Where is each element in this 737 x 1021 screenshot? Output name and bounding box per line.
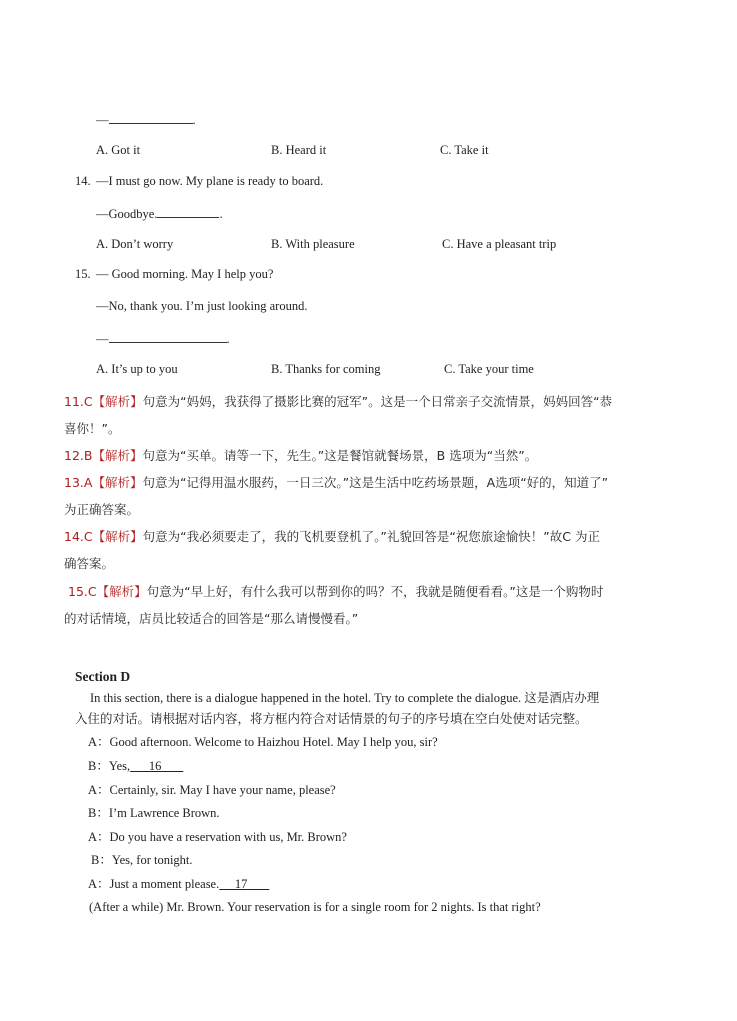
speaker-b: B： xyxy=(91,853,112,867)
answer-12-tag: 【解析】 xyxy=(92,448,143,463)
q13-option-b[interactable]: B. Heard it xyxy=(271,143,327,157)
q15-line1: — Good morning. May I help you? xyxy=(96,267,274,281)
section-d-intro-line1: In this section, there is a dialogue happened in the hotel. Try to complete the dialogue. 这是酒店办理 xyxy=(90,691,600,705)
blank-17[interactable] xyxy=(219,876,289,892)
dialogue-text: Do you have a reservation with us, Mr. Brown? xyxy=(109,830,347,844)
dialogue-text: Yes, xyxy=(108,759,131,773)
dialogue-text: Good afternoon. Welcome to Haizhou Hotel. May I help you, sir? xyxy=(109,735,438,749)
speaker-a: A： xyxy=(88,783,110,797)
answer-13-number: 13.A xyxy=(64,475,93,490)
answer-14-line2: 确答案。 xyxy=(64,556,115,571)
answer-15-number: 15.C xyxy=(68,584,97,599)
answer-14-number: 14.C xyxy=(64,529,93,544)
dialogue-line-3 xyxy=(88,782,336,798)
section-d-intro-line2: 入住的对话。请根据对话内容，将方框内符合对话情景的句子的序号填在空白处使对话完整。 xyxy=(75,711,588,726)
q15-reply: — . xyxy=(96,332,230,346)
q14-line2-text: —Goodbye. xyxy=(96,207,158,221)
q14-line2: —Goodbye. . xyxy=(96,207,223,221)
speaker-a: A： xyxy=(88,830,110,844)
q13-dash: — xyxy=(96,113,109,127)
dialogue-line-4 xyxy=(88,805,220,821)
blank-16-number: 16 xyxy=(148,759,162,773)
answer-14-text: 句意为“我必须要走了，我的飞机要登机了。”礼貌回答是“祝您旅途愉快！”故C 为正 xyxy=(142,529,600,544)
q15-dash: — xyxy=(96,332,109,346)
answer-12-number: 12.B xyxy=(64,448,93,463)
answer-15-text: 句意为“早上好，有什么我可以帮到你的吗？不，我就是随便看看。”这是一个购物时 xyxy=(146,584,604,599)
speaker-b: B： xyxy=(88,806,109,820)
dialogue-text: I’m Lawrence Brown. xyxy=(108,806,220,820)
answer-11-number: 11.C xyxy=(64,394,93,409)
answer-11-line2: 喜你！”。 xyxy=(64,421,121,436)
dialogue-line-2 xyxy=(88,758,200,774)
q15-option-b[interactable]: B. Thanks for coming xyxy=(271,362,381,376)
speaker-b: B： xyxy=(88,759,109,773)
section-d-title: Section D xyxy=(75,669,131,684)
blank-17-number: 17 xyxy=(234,877,248,891)
q15-blank[interactable] xyxy=(109,330,227,343)
answer-15-line2: 的对话情境，店员比较适合的回答是“那么请慢慢看。” xyxy=(64,611,359,626)
q15-number: 15. xyxy=(75,267,91,281)
speaker-a: A： xyxy=(88,877,110,891)
answer-11-line1 xyxy=(64,393,612,411)
answer-15-line1 xyxy=(68,583,603,601)
q13-reply: — . xyxy=(96,113,196,127)
q15-option-a[interactable]: A. It’s up to you xyxy=(96,362,178,376)
q14-option-a[interactable]: A. Don’t worry xyxy=(96,237,174,251)
answer-12-text: 句意为“买单。请等一下，先生。”这是餐馆就餐场景，B 选项为“当然”。 xyxy=(142,448,538,463)
q14-option-c[interactable]: C. Have a pleasant trip xyxy=(442,237,557,251)
answer-11-tag: 【解析】 xyxy=(92,394,143,409)
answer-15-tag: 【解析】 xyxy=(96,584,147,599)
q13-blank[interactable] xyxy=(109,111,193,124)
q13-option-a[interactable]: A. Got it xyxy=(96,143,141,157)
dialogue-text: Just a moment please. xyxy=(109,877,220,891)
answer-13-line1 xyxy=(64,474,608,492)
q13-option-c[interactable]: C. Take it xyxy=(440,143,489,157)
answer-13-text: 句意为“记得用温水服药，一日三次。”这是生活中吃药场景题，A选项“好的，知道了” xyxy=(142,475,609,490)
dialogue-last-line: (After a while) Mr. Brown. Your reservation is for a single room for 2 nights. Is that right? xyxy=(89,900,541,914)
answer-12 xyxy=(64,447,537,465)
dialogue-line-1 xyxy=(88,734,438,750)
q15-line2: —No, thank you. I’m just looking around. xyxy=(96,299,308,313)
answer-13-line2: 为正确答案。 xyxy=(64,502,140,517)
q14-number: 14. xyxy=(75,174,91,188)
q15-option-c[interactable]: C. Take your time xyxy=(444,362,534,376)
dialogue-line-7 xyxy=(88,876,289,892)
answer-14-tag: 【解析】 xyxy=(92,529,143,544)
dialogue-text: Certainly, sir. May I have your name, please? xyxy=(109,783,336,797)
answer-11-text: 句意为“妈妈，我获得了摄影比赛的冠军”。这是一个日常亲子交流情景，妈妈回答“恭 xyxy=(142,394,613,409)
dialogue-line-5 xyxy=(88,829,347,845)
dialogue-line-6 xyxy=(91,852,193,868)
dialogue-text: Yes, for tonight. xyxy=(111,853,193,867)
answer-13-tag: 【解析】 xyxy=(92,475,143,490)
q14-blank[interactable] xyxy=(157,205,219,218)
speaker-a: A： xyxy=(88,735,110,749)
q14-line1: —I must go now. My plane is ready to board. xyxy=(96,174,324,188)
q14-option-b[interactable]: B. With pleasure xyxy=(271,237,355,251)
answer-14-line1 xyxy=(64,528,600,546)
blank-16[interactable] xyxy=(130,758,200,774)
